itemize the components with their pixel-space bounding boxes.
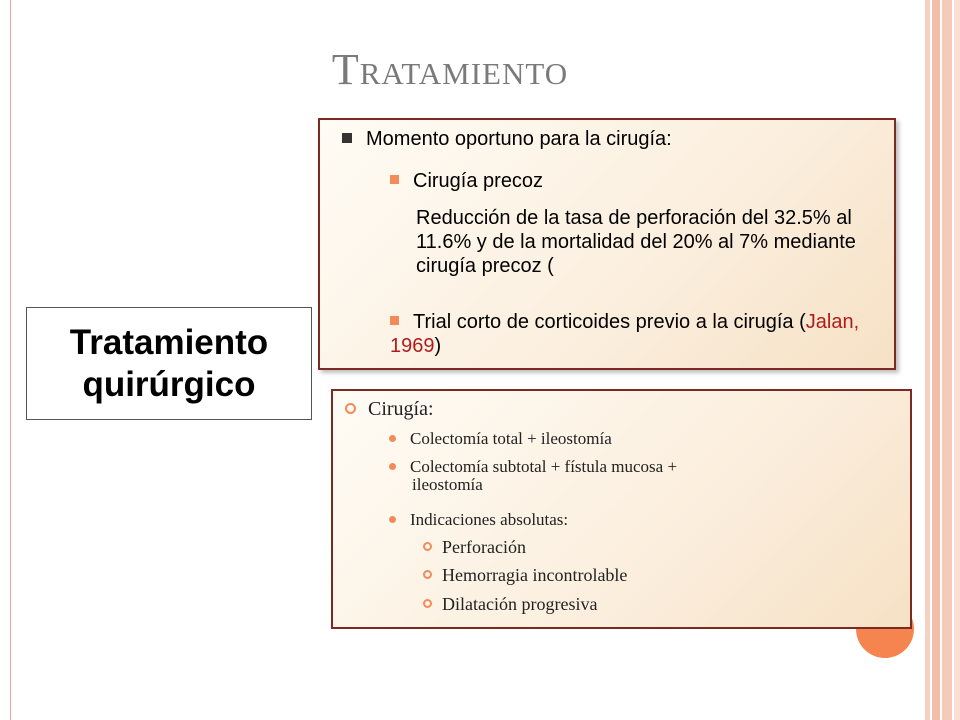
sub-list-item-text: Dilatación progresiva	[442, 594, 598, 614]
list-item-text: Colectomía total + ileostomía	[410, 429, 612, 448]
list-item-text: Momento oportuno para la cirugía:	[366, 128, 672, 150]
dot-bullet-icon	[389, 435, 396, 442]
square-bullet-icon	[390, 175, 399, 184]
paragraph-text: Reducción de la tasa de perforación del 32.5% al 11.6% y de la mortalidad del 20% al 7% mediante cirugía precoz (	[416, 207, 856, 277]
stripe	[932, 0, 940, 720]
ring-bullet-icon	[423, 542, 432, 551]
section-label-line1: Tratamiento	[69, 322, 269, 362]
list-item-text: Indicaciones absolutas:	[410, 510, 569, 529]
list-item-text: )	[434, 335, 442, 357]
citation-text: Jalan, 1969	[390, 311, 860, 357]
square-bullet-icon	[342, 133, 352, 143]
dot-bullet-icon	[389, 516, 396, 523]
sub-list-item-text: Perforación	[442, 537, 526, 557]
ring-bullet-icon	[423, 570, 432, 579]
dot-bullet-icon	[389, 463, 396, 470]
list-item	[389, 429, 612, 449]
section-label-line2: quirúrgico	[82, 364, 256, 404]
sub-list-item	[423, 537, 526, 558]
decorative-stripes	[922, 0, 960, 720]
left-border-line	[10, 0, 11, 720]
square-bullet-icon	[390, 316, 399, 325]
list-item	[389, 458, 889, 494]
list-item-text: ileostomía	[412, 475, 483, 494]
list-heading-text: Cirugía:	[368, 398, 434, 420]
sub-list-item-text: Hemorragia incontrolable	[442, 565, 628, 585]
surgery-content-box	[331, 389, 912, 629]
timing-content-box	[318, 118, 896, 370]
list-item-text: Colectomía subtotal + fístula mucosa +	[410, 457, 678, 476]
list-item	[389, 510, 568, 530]
ring-bullet-icon	[423, 599, 432, 608]
stripe	[925, 0, 930, 720]
list-item-text: Trial corto de corticoides previo a la cirugía (	[413, 311, 806, 333]
sub-list-item	[423, 565, 627, 586]
list-heading	[345, 398, 434, 421]
ring-bullet-icon	[345, 403, 356, 414]
slide-title: Tratamiento	[331, 45, 569, 94]
section-label-box	[26, 307, 312, 420]
sub-list-item	[423, 594, 597, 615]
section-label	[70, 322, 268, 406]
list-item	[342, 128, 672, 151]
list-item	[390, 170, 543, 193]
stripe	[954, 0, 960, 720]
stripe	[942, 0, 952, 720]
list-item-text: Cirugía precoz	[413, 170, 544, 192]
list-item	[390, 310, 880, 358]
